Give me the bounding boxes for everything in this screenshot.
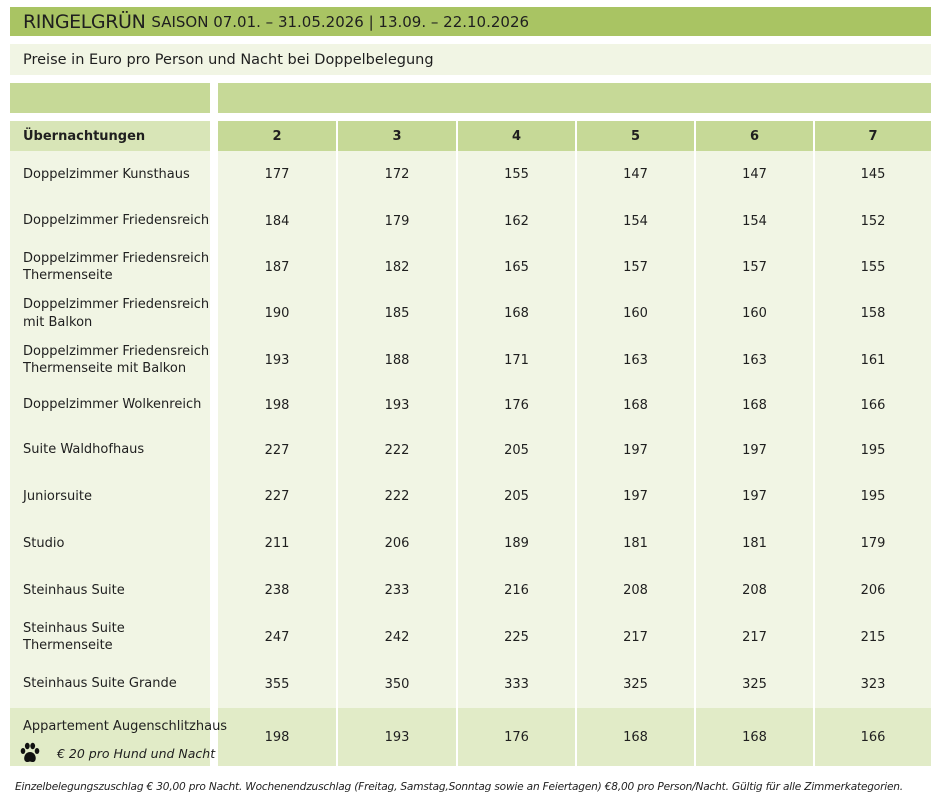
- price-cell: 145: [815, 151, 931, 198]
- price-cell: 184: [218, 198, 336, 244]
- price-cell: 216: [458, 567, 575, 614]
- nights-header-6: 6: [696, 121, 813, 151]
- price-cell: 147: [577, 151, 694, 198]
- price-cell: 215: [815, 614, 931, 660]
- header-band-left: [10, 83, 210, 113]
- price-cell: 323: [815, 660, 931, 708]
- price-cell: 185: [338, 290, 456, 337]
- price-cell: 333: [458, 660, 575, 708]
- nights-header-3: 3: [338, 121, 456, 151]
- price-cell: 172: [338, 151, 456, 198]
- apartment-price-cell: 193: [338, 708, 456, 766]
- price-cell: 152: [815, 198, 931, 244]
- price-cell: 166: [815, 383, 931, 427]
- price-cell: 182: [338, 244, 456, 290]
- price-cell: 157: [577, 244, 694, 290]
- price-cell: 195: [815, 427, 931, 473]
- nights-header-4: 4: [458, 121, 575, 151]
- price-cell: 197: [696, 427, 813, 473]
- price-cell: 163: [696, 337, 813, 383]
- price-cell: 168: [577, 383, 694, 427]
- price-cell: 181: [577, 520, 694, 567]
- price-cell: 242: [338, 614, 456, 660]
- nights-header-7: 7: [815, 121, 931, 151]
- price-cell: 161: [815, 337, 931, 383]
- room-category-label: Doppelzimmer Friedensreich mit Balkon: [10, 290, 210, 337]
- price-cell: 179: [815, 520, 931, 567]
- price-cell: 247: [218, 614, 336, 660]
- price-cell: 168: [458, 290, 575, 337]
- nights-header-5: 5: [577, 121, 694, 151]
- price-cell: 160: [577, 290, 694, 337]
- price-cell: 222: [338, 473, 456, 520]
- price-cell: 208: [696, 567, 813, 614]
- price-cell: 189: [458, 520, 575, 567]
- price-cell: 225: [458, 614, 575, 660]
- price-cell: 163: [577, 337, 694, 383]
- price-cell: 171: [458, 337, 575, 383]
- price-cell: 233: [338, 567, 456, 614]
- price-cell: 147: [696, 151, 813, 198]
- price-cell: 206: [338, 520, 456, 567]
- price-subtitle: Preise in Euro pro Person und Nacht bei Doppelbelegung: [10, 44, 931, 75]
- price-cell: 205: [458, 473, 575, 520]
- price-cell: 154: [577, 198, 694, 244]
- price-cell: 197: [696, 473, 813, 520]
- price-cell: 222: [338, 427, 456, 473]
- price-cell: 155: [815, 244, 931, 290]
- price-cell: 205: [458, 427, 575, 473]
- price-cell: 165: [458, 244, 575, 290]
- price-cell: 190: [218, 290, 336, 337]
- price-cell: 187: [218, 244, 336, 290]
- apartment-price-cell: 176: [458, 708, 575, 766]
- room-category-label: Studio: [10, 520, 210, 567]
- hotel-name: RINGELGRÜN: [23, 10, 146, 33]
- price-cell: 227: [218, 473, 336, 520]
- price-cell: 158: [815, 290, 931, 337]
- room-category-label: Doppelzimmer Kunsthaus: [10, 151, 210, 198]
- apartment-label: Appartement Augenschlitzhaus: [23, 719, 228, 734]
- price-cell: 350: [338, 660, 456, 708]
- room-category-label: Doppelzimmer Friedensreich: [10, 198, 210, 244]
- price-cell: 193: [218, 337, 336, 383]
- price-cell: 217: [577, 614, 694, 660]
- apartment-price-cell: 198: [218, 708, 336, 766]
- price-cell: 162: [458, 198, 575, 244]
- price-cell: 177: [218, 151, 336, 198]
- price-cell: 188: [338, 337, 456, 383]
- room-category-label: Suite Waldhofhaus: [10, 427, 210, 473]
- room-category-label: Doppelzimmer Friedensreich Thermenseite: [10, 244, 210, 290]
- footer-note: Einzelbelegungszuschlag € 30,00 pro Nacht. Wochenendzuschlag (Freitag, Samstag,Sonntag sowie an Feiertagen) €8,00 pro Person/Nacht. Gültig für alle Zimmerkategorien.: [15, 781, 903, 793]
- price-cell: 193: [338, 383, 456, 427]
- header-band-right: [218, 83, 931, 113]
- price-cell: 227: [218, 427, 336, 473]
- price-cell: 155: [458, 151, 575, 198]
- price-cell: 160: [696, 290, 813, 337]
- price-cell: 154: [696, 198, 813, 244]
- price-cell: 198: [218, 383, 336, 427]
- price-cell: 238: [218, 567, 336, 614]
- price-cell: 176: [458, 383, 575, 427]
- room-category-label: Steinhaus Suite: [10, 567, 210, 614]
- apartment-price-cell: 168: [696, 708, 813, 766]
- price-cell: 197: [577, 473, 694, 520]
- price-cell: 211: [218, 520, 336, 567]
- price-cell: 181: [696, 520, 813, 567]
- price-cell: 197: [577, 427, 694, 473]
- title-bar: [10, 7, 931, 36]
- room-category-label: Steinhaus Suite Thermenseite: [10, 614, 210, 660]
- price-cell: 325: [696, 660, 813, 708]
- price-cell: 195: [815, 473, 931, 520]
- price-cell: 355: [218, 660, 336, 708]
- price-cell: 157: [696, 244, 813, 290]
- apartment-price-cell: 168: [577, 708, 694, 766]
- price-cell: 179: [338, 198, 456, 244]
- apartment-price-cell: 166: [815, 708, 931, 766]
- dog-surcharge-note: € 20 pro Hund und Nacht: [57, 746, 216, 761]
- room-category-label: Steinhaus Suite Grande: [10, 660, 210, 708]
- paw-print-icon: [20, 742, 40, 764]
- nights-header-2: 2: [218, 121, 336, 151]
- price-cell: 168: [696, 383, 813, 427]
- nights-header-label: Übernachtungen: [10, 121, 210, 151]
- room-category-label: Doppelzimmer Friedensreich Thermenseite mit Balkon: [10, 337, 210, 383]
- season-dates: SAISON 07.01. – 31.05.2026 | 13.09. – 22.10.2026: [151, 12, 530, 31]
- price-cell: 325: [577, 660, 694, 708]
- price-cell: 206: [815, 567, 931, 614]
- price-cell: 217: [696, 614, 813, 660]
- price-cell: 208: [577, 567, 694, 614]
- room-category-label: Juniorsuite: [10, 473, 210, 520]
- room-category-label: Doppelzimmer Wolkenreich: [10, 383, 210, 427]
